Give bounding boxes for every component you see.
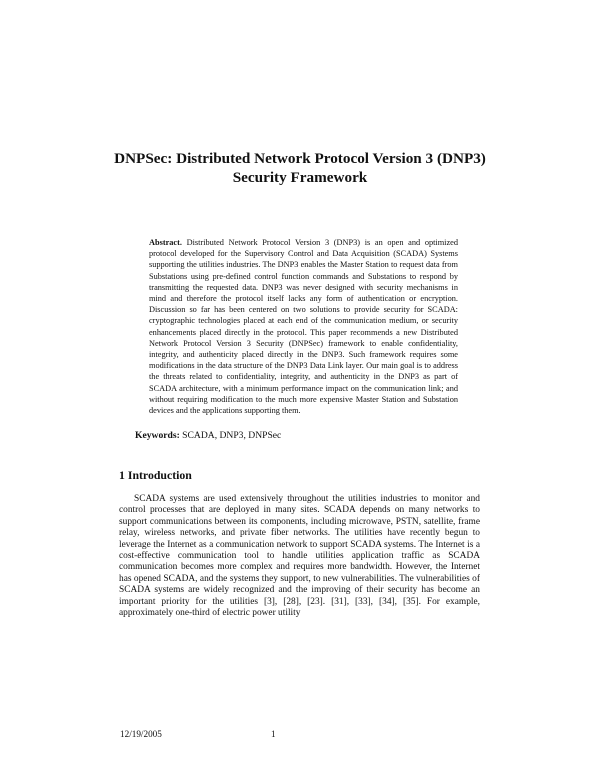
section-heading-introduction: 1 Introduction xyxy=(119,468,192,482)
title-line-2: Security Framework xyxy=(232,169,368,186)
abstract xyxy=(149,237,458,416)
abstract-text: Distributed Network Protocol Version 3 (DNP3) is an open and optimized protocol developed for the Supervisory Control and Data Acquisition (SCADA) Systems supporting the utilities industries. The DNP3 enables the Master Station to request data from Substations using pre-defined control function commands and Substations to respond by transmitting the requested data. DNP3 was never designed with security mechanisms in mind and therefore the protocol itself lacks any form of authentication or encryption. Discussion so far has been centered on two solutions to provide security for SCADA: cryptographic technologies placed at each end of the communication medium, or security enhancements placed directly in the protocol. This paper recommends a new Distributed Network Protocol Version 3 Security (DNPSec) framework to enable confidentiality, integrity, and authenticity placed directly in the DNP3. Such framework requires some modifications in the data structure of the DNP3 Data Link layer. Our main goal is to address the threats related to confidentiality, integrity, and authenticity in the DNP3 as part of SCADA architecture, with a minimum performance impact on the communication link; and without requiring modification to the much more expensive Master Station and Substation devices and the applications supporting them. xyxy=(149,238,458,416)
keywords-text: SCADA, DNP3, DNPSec xyxy=(182,430,282,441)
keywords xyxy=(135,430,465,442)
paper-title xyxy=(100,149,500,187)
page-number: 1 xyxy=(271,729,276,739)
footer-date: 12/19/2005 xyxy=(120,729,162,739)
abstract-label: Abstract. xyxy=(149,238,182,247)
title-line-1: DNPSec: Distributed Network Protocol Version 3 (DNP3) xyxy=(114,150,486,167)
introduction-paragraph: SCADA systems are used extensively throughout the utilities industries to monitor and control processes that are deployed in many sites. SCADA depends on many networks to support communications between its components, including microwave, PSTN, satellite, frame relay, wireless networks, and private fiber networks. The utilities have recently begun to leverage the Internet as a communication network to support SCADA systems. The Internet is a cost-effective communication tool to handle utilities application traffic as SCADA communication becomes more complex and requires more bandwidth. However, the Internet has opened SCADA, and the systems they support, to new vulnerabilities. The vulnerabilities of SCADA systems are widely recognized and the improving of their security has become an important priority for the utilities [3], [28], [23]. [31], [33], [34], [35]. For example, approximately one-third of electric power utility xyxy=(119,494,480,619)
keywords-label: Keywords: xyxy=(135,430,180,441)
